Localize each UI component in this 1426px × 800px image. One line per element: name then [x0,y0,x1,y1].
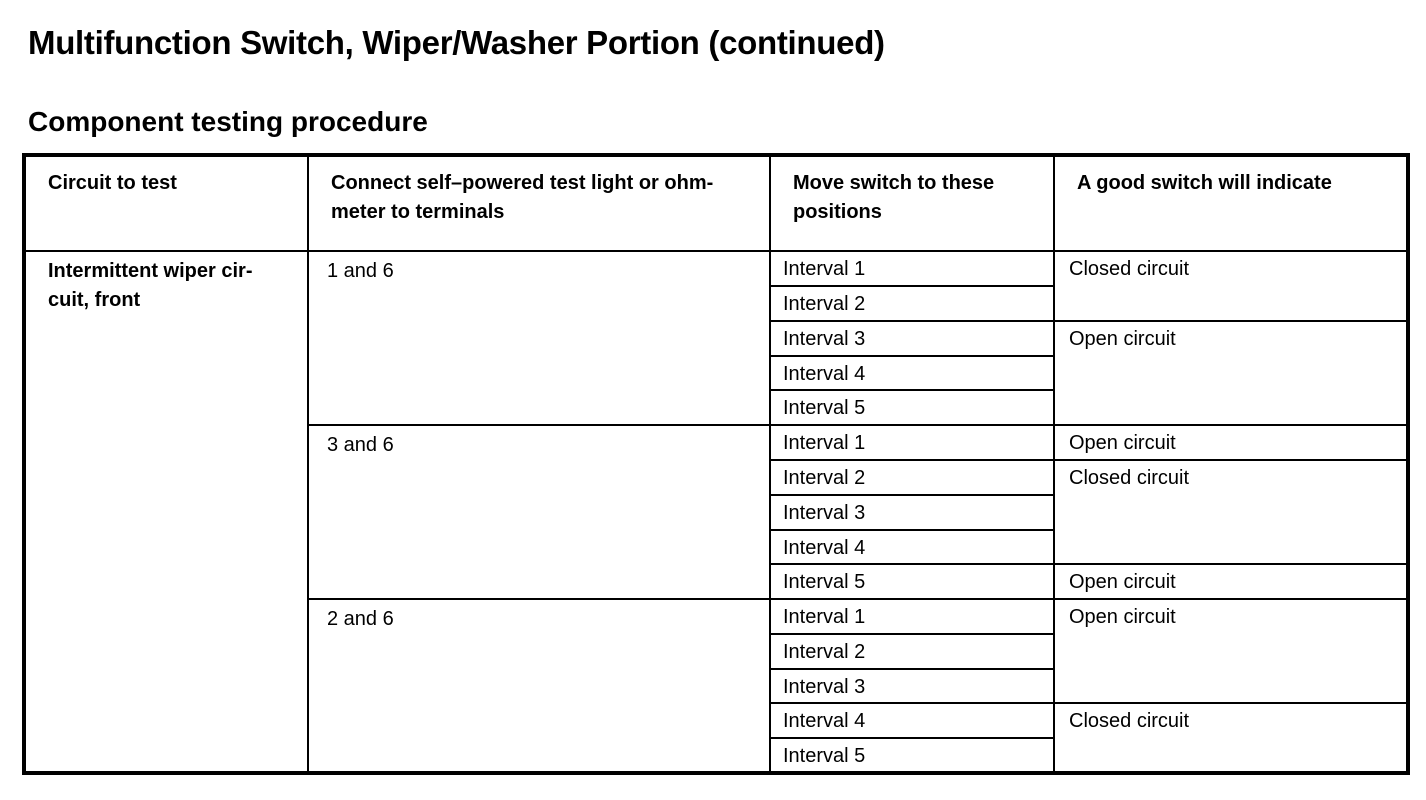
terminals-value: 3 and 6 [327,434,394,457]
position-cell [770,495,1054,530]
circuit-cell [24,251,308,773]
position-cell [770,286,1054,321]
indication-cell [1054,460,1408,564]
position-cell [770,738,1054,773]
indication-value: Open circuit [1069,606,1176,629]
position-cell [770,390,1054,425]
indication-value: Closed circuit [1069,466,1190,489]
position-value: Interval 2 [783,640,866,663]
indication-value: Open circuit [1069,432,1176,455]
terminals-cell [308,599,770,773]
position-value: Interval 2 [783,466,866,489]
position-cell [770,321,1054,356]
position-cell [770,356,1054,391]
indication-value: Closed circuit [1069,710,1190,733]
position-value: Interval 3 [783,675,866,698]
position-value: Interval 1 [783,258,866,281]
indication-cell [1054,599,1408,703]
terminals-value: 1 and 6 [327,260,394,283]
terminals-cell [308,251,770,425]
indication-value: Open circuit [1069,327,1176,350]
position-cell [770,703,1054,738]
column-header-terminals: Connect self–powered test light or ohm-meter to terminals [308,155,770,251]
position-cell [770,564,1054,599]
position-cell [770,530,1054,565]
indication-cell [1054,564,1408,599]
terminals-cell [308,425,770,599]
indication-value: Open circuit [1069,571,1176,594]
position-value: Interval 1 [783,606,866,629]
column-header-positions: Move switch to these positions [770,155,1054,251]
position-cell [770,460,1054,495]
position-value: Interval 3 [783,327,866,350]
position-cell [770,251,1054,286]
position-value: Interval 5 [783,745,866,768]
indication-cell [1054,251,1408,321]
table-body [24,155,1408,773]
table-header-row [24,155,1408,251]
position-cell [770,599,1054,634]
position-value: Interval 5 [783,397,866,420]
indication-value: Closed circuit [1069,258,1190,281]
position-value: Interval 5 [783,571,866,594]
terminals-value: 2 and 6 [327,608,394,631]
position-value: Interval 3 [783,501,866,524]
position-cell [770,425,1054,460]
position-value: Interval 4 [783,362,866,385]
position-cell [770,669,1054,704]
column-header-indication: A good switch will indicate [1054,155,1408,251]
position-value: Interval 2 [783,293,866,316]
circuit-name: Intermittent wiper cir-cuit, front [48,260,253,312]
indication-cell [1054,703,1408,773]
component-testing-table [22,153,1410,775]
position-value: Interval 4 [783,536,866,559]
indication-cell [1054,425,1408,460]
position-value: Interval 1 [783,432,866,455]
position-value: Interval 4 [783,710,866,733]
page-title: Multifunction Switch, Wiper/Washer Portion (continued) [28,24,885,61]
table-row [24,251,1408,286]
column-header-circuit: Circuit to test [24,155,308,251]
position-cell [770,634,1054,669]
indication-cell [1054,321,1408,425]
section-title: Component testing procedure [28,106,428,137]
